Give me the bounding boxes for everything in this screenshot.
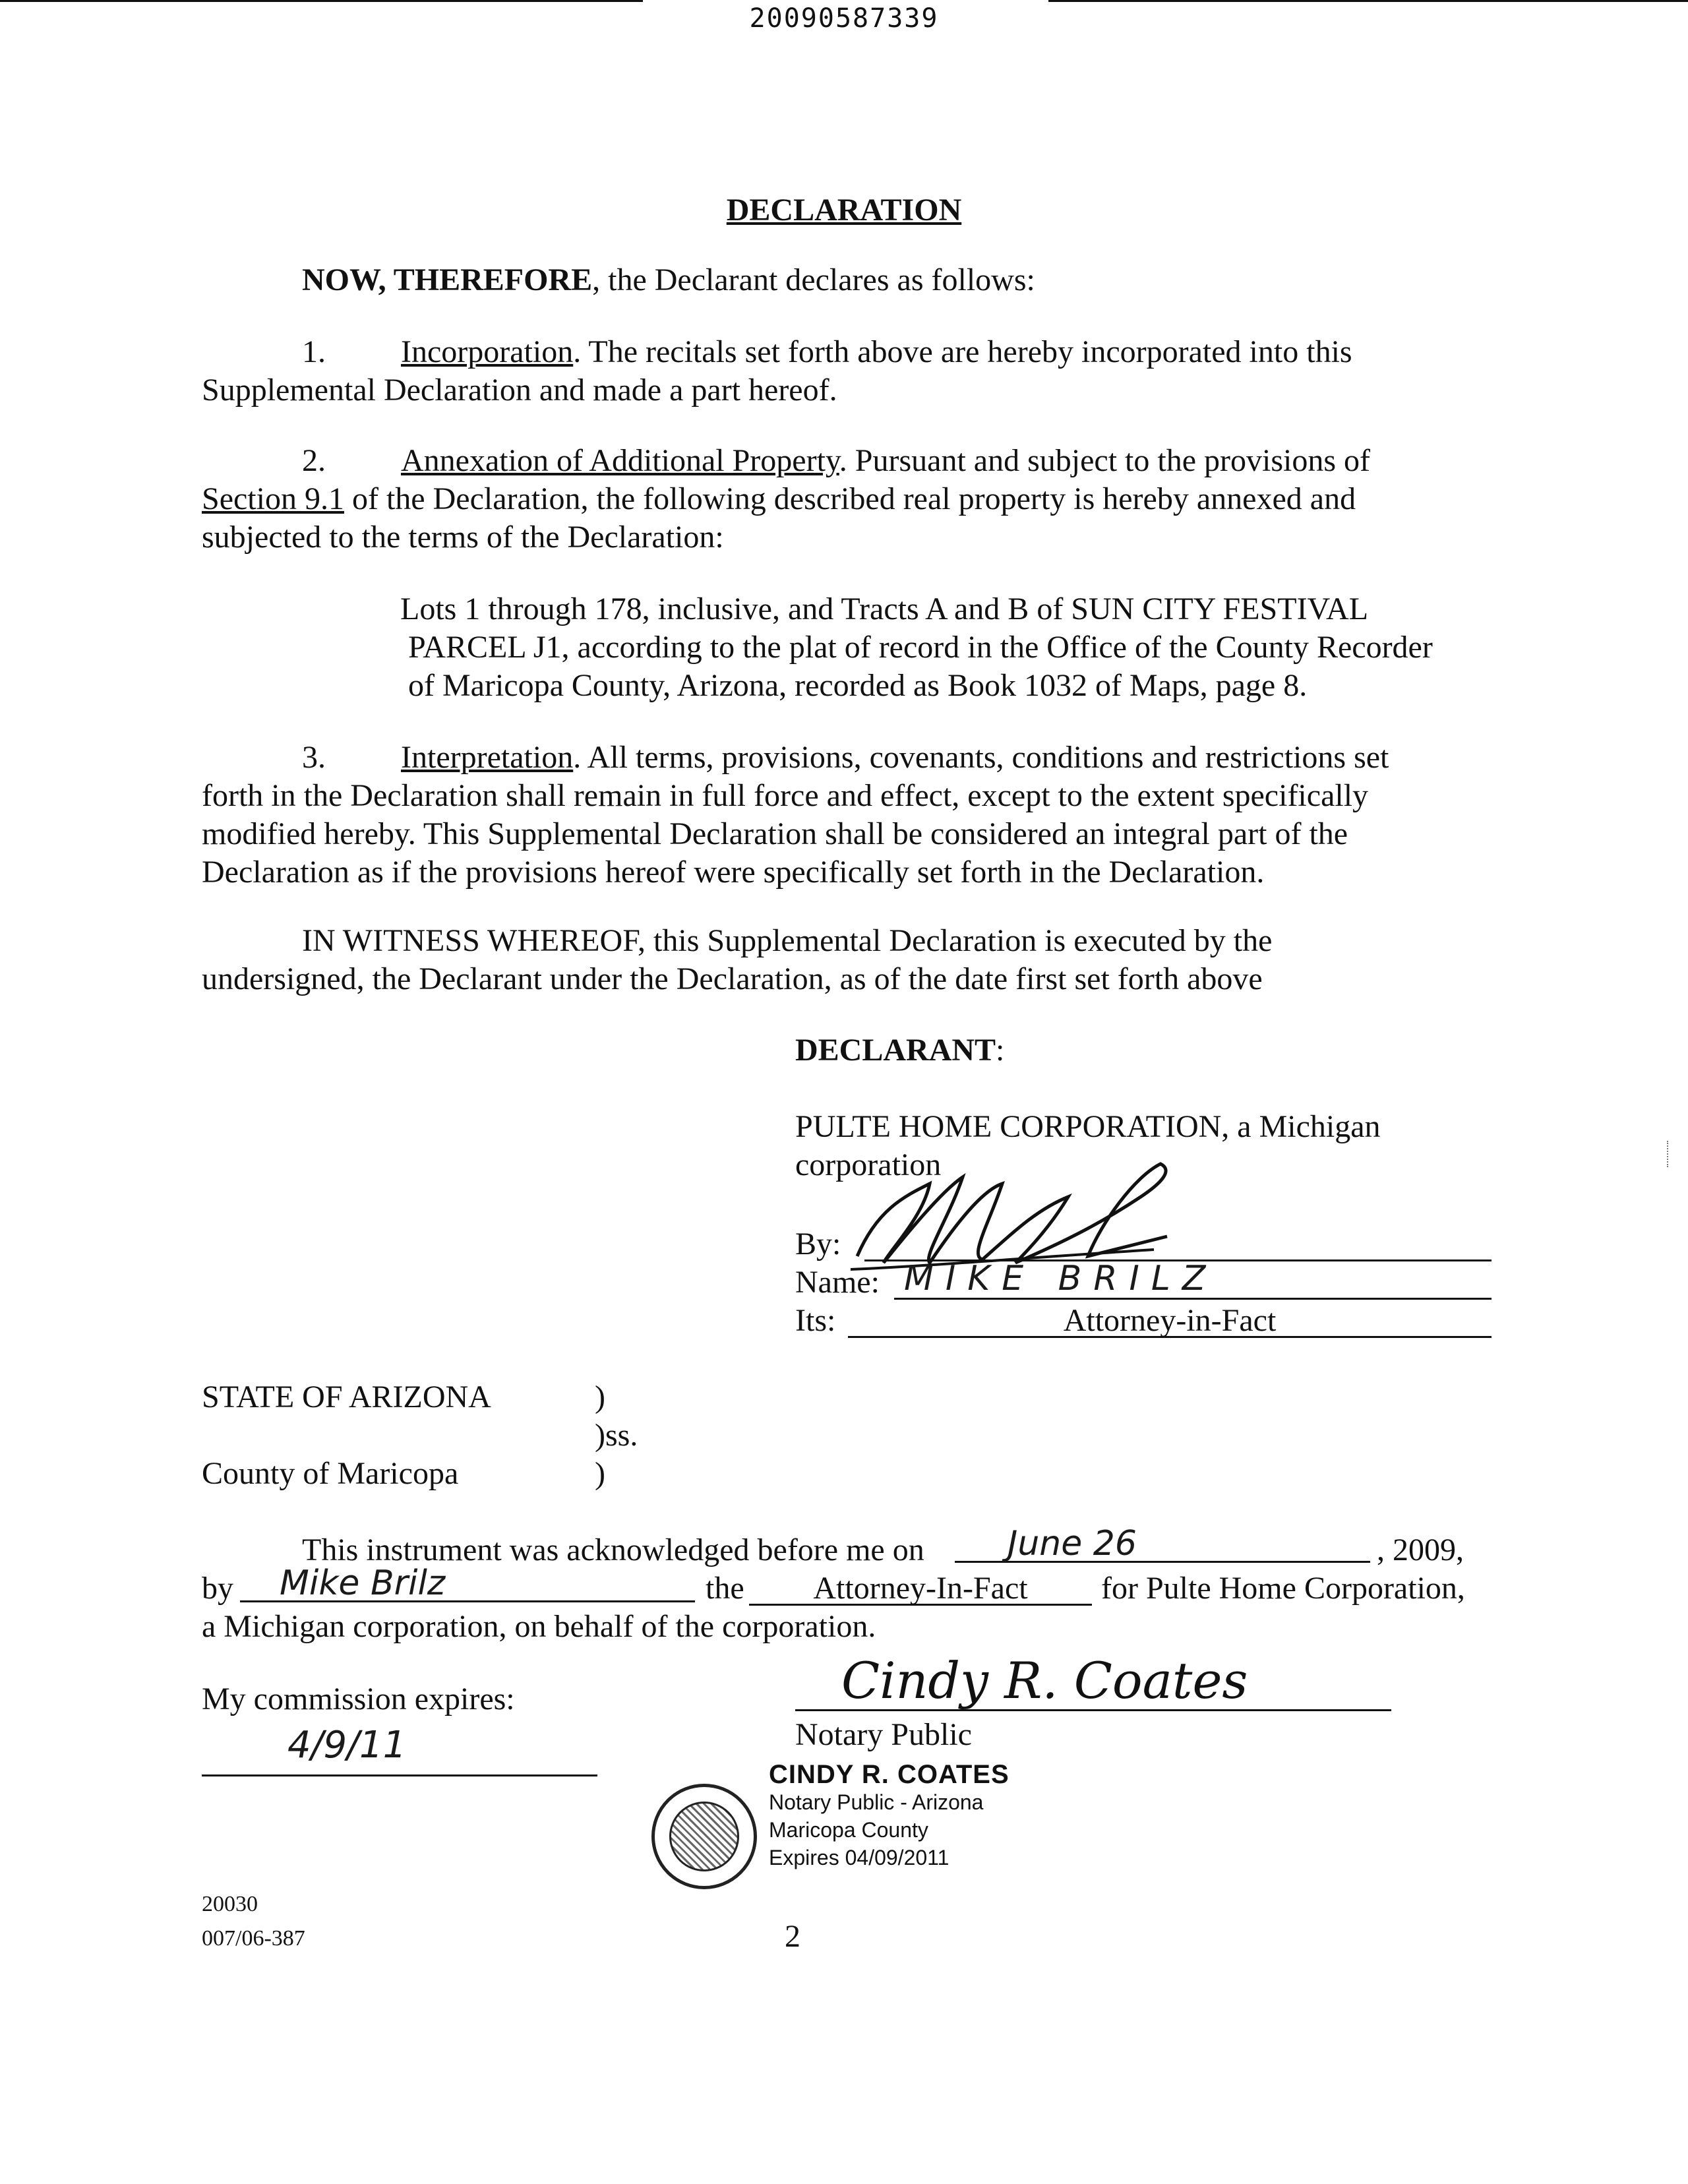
- witness-paragraph: [202, 922, 1492, 998]
- footer-code: 007/06-387: [202, 1926, 305, 1951]
- ack-by-value: Mike Brilz: [240, 1564, 695, 1602]
- section-2: [202, 442, 1492, 557]
- ack-capacity-value: Attorney-In-Fact: [749, 1569, 1092, 1606]
- ack-text: for Pulte Home Corporation,: [1101, 1571, 1465, 1606]
- section-text: Supplemental Declaration and made a part hereof.: [202, 373, 837, 408]
- name-label: Name:: [795, 1265, 880, 1300]
- witness-text: IN WITNESS WHEREOF, this Supplemental Declaration is executed by the: [302, 923, 1273, 958]
- witness-text: undersigned, the Declarant under the Declaration, as of the date first set forth above: [202, 961, 1263, 996]
- intro-paragraph: [302, 261, 1035, 299]
- name-value: MIKE BRILZ: [904, 1259, 1218, 1298]
- stamp-line: Maricopa County: [769, 1818, 928, 1842]
- declarant-label: DECLARANT:: [795, 1033, 1005, 1068]
- document-number: 20090587339: [749, 3, 939, 34]
- intro-bold: NOW, THEREFORE: [302, 262, 593, 297]
- commission-value: 4/9/11: [202, 1726, 597, 1776]
- stamp-name: CINDY R. COATES: [769, 1760, 1010, 1789]
- section-text: subjected to the terms of the Declaration:: [202, 520, 724, 555]
- intro-text: , the Declarant declares as follows:: [592, 262, 1035, 297]
- section-text: Declaration as if the provisions hereof were specifically set forth in the Declaration.: [202, 855, 1265, 890]
- section-text: . Pursuant and subject to the provisions of: [839, 443, 1371, 478]
- venue-county: County of Maricopa: [202, 1456, 459, 1491]
- notary-signature: Cindy R. Coates: [795, 1652, 1391, 1711]
- section-heading: Interpretation: [401, 740, 574, 775]
- page-number: 2: [785, 1919, 800, 1954]
- company-line: corporation: [795, 1147, 942, 1182]
- stamp-line: Expires 04/09/2011: [769, 1846, 950, 1869]
- section-number: 1.: [302, 334, 326, 369]
- section-text: of the Declaration, the following described real property is hereby annexed and: [344, 481, 1356, 516]
- venue-state: STATE OF ARIZONA: [202, 1380, 491, 1414]
- section-heading: Incorporation: [401, 334, 574, 369]
- stamp-line: Notary Public - Arizona: [769, 1790, 984, 1814]
- section-reference: Section 9.1: [202, 481, 344, 516]
- section-text: forth in the Declaration shall remain in full force and effect, except to the extent specifically: [202, 778, 1369, 813]
- legal-line: Lots 1 through 178, inclusive, and Tracts A and B of SUN CITY FESTIVAL: [400, 592, 1369, 626]
- legal-line: PARCEL J1, according to the plat of record in the Office of the County Recorder: [408, 630, 1433, 665]
- name-rule: [894, 1298, 1492, 1300]
- section-1: [202, 333, 1492, 410]
- top-rule-left: [0, 0, 643, 2]
- section-3: [202, 739, 1492, 892]
- ack-year: , 2009,: [1377, 1532, 1464, 1567]
- ack-line-3: a Michigan corporation, on behalf of the corporation.: [202, 1609, 876, 1644]
- footer-code: 20030: [202, 1892, 258, 1916]
- ack-line-2: [202, 1563, 1492, 1608]
- ack-the-label: the: [706, 1571, 744, 1606]
- by-line: [795, 1225, 1492, 1263]
- notary-label: Notary Public: [795, 1717, 972, 1752]
- ack-date-value: June 26: [955, 1525, 1370, 1563]
- notary-stamp: [769, 1761, 1010, 1871]
- legal-description: [400, 590, 1492, 705]
- top-rule-right: [1048, 0, 1688, 2]
- company-line: PULTE HOME CORPORATION, a Michigan: [795, 1109, 1381, 1144]
- section-number: 3.: [302, 740, 326, 775]
- venue-paren: ): [595, 1380, 605, 1414]
- its-label: Its:: [795, 1303, 836, 1338]
- section-text: . All terms, provisions, covenants, conditions and restrictions set: [573, 740, 1389, 775]
- notary-seal-icon: [651, 1784, 757, 1889]
- its-line: [795, 1302, 1492, 1340]
- name-line: [795, 1259, 1492, 1302]
- ack-by-label: by: [202, 1571, 233, 1606]
- by-label: By:: [795, 1227, 841, 1261]
- scan-mark: [1667, 1141, 1671, 1167]
- section-text: modified hereby. This Supplemental Declaration shall be considered an integral part of the: [202, 816, 1348, 851]
- venue-paren: ): [595, 1456, 605, 1491]
- venue-ss: )ss.: [595, 1418, 638, 1453]
- section-number: 2.: [302, 443, 326, 478]
- section-text: . The recitals set forth above are hereby incorporated into this: [573, 334, 1352, 369]
- its-value: Attorney-in-Fact: [848, 1302, 1492, 1338]
- ack-text: This instrument was acknowledged before me on: [302, 1532, 924, 1567]
- section-heading: Annexation of Additional Property: [401, 443, 839, 478]
- commission-label: My commission expires:: [202, 1682, 515, 1716]
- legal-line: of Maricopa County, Arizona, recorded as Book 1032 of Maps, page 8.: [408, 668, 1308, 703]
- page-title: DECLARATION: [726, 193, 962, 228]
